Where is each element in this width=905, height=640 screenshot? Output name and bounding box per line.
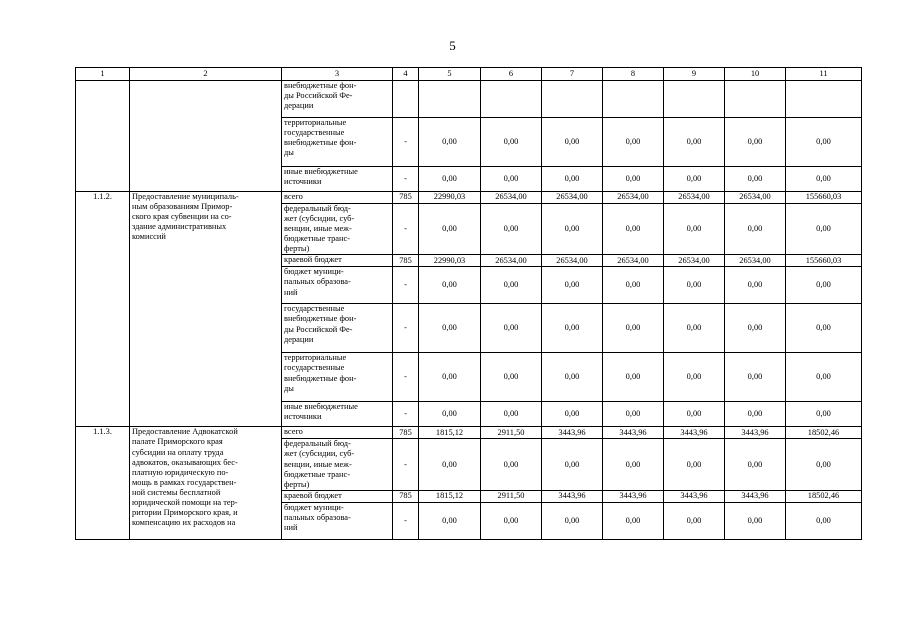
value-cell: 0,00 [725,167,786,192]
value-cell: 0,00 [481,439,542,490]
value-cell [786,81,862,118]
value-cell: 0,00 [786,502,862,539]
value-cell: 155660,03 [786,255,862,267]
value-cell: 26534,00 [664,255,725,267]
value-cell: 26534,00 [481,192,542,204]
value-cell: 0,00 [786,118,862,167]
value-cell: 0,00 [419,118,481,167]
value-cell: 0,00 [786,304,862,353]
value-cell: 0,00 [542,402,603,427]
value-cell: 0,00 [481,267,542,304]
funding-source-cell: иные внебюджетные источники [282,402,393,427]
header-cell: 4 [393,68,419,81]
value-cell [725,81,786,118]
value-cell: 0,00 [419,204,481,255]
value-cell: 2911,50 [481,427,542,439]
value-cell: 26534,00 [725,192,786,204]
value-cell: 0,00 [786,439,862,490]
value-cell: 0,00 [725,502,786,539]
value-cell: 1815,12 [419,427,481,439]
value-cell: 22990,03 [419,192,481,204]
value-cell: 22990,03 [419,255,481,267]
code-cell: 785 [393,255,419,267]
value-cell: 0,00 [419,353,481,402]
value-cell: 26534,00 [725,255,786,267]
value-cell: 3443,96 [603,427,664,439]
value-cell: 0,00 [603,304,664,353]
value-cell: 0,00 [481,118,542,167]
header-cell: 10 [725,68,786,81]
value-cell: 0,00 [419,502,481,539]
item-number-cell [76,81,130,192]
funding-source-cell: федеральный бюд- жет (субсидии, суб- венции, иные меж- бюджетные транс- ферты) [282,204,393,255]
item-name-cell: Предоставление муниципаль- ным образованиям Примор- ского края субвенции на со- здание административных комиссий [130,192,282,427]
code-cell: 785 [393,427,419,439]
code-cell: 785 [393,490,419,502]
table-row [76,81,862,118]
value-cell: 0,00 [725,402,786,427]
table-row [76,192,862,204]
code-cell: - [393,439,419,490]
value-cell: 0,00 [664,439,725,490]
code-cell [393,81,419,118]
value-cell: 0,00 [542,439,603,490]
value-cell [419,81,481,118]
value-cell: 0,00 [664,267,725,304]
value-cell: 3443,96 [725,490,786,502]
item-name-cell [130,81,282,192]
value-cell: 26534,00 [603,192,664,204]
funding-source-cell: государственные внебюджетные фон- ды Российской Фе- дерации [282,304,393,353]
value-cell: 0,00 [542,118,603,167]
value-cell: 0,00 [725,439,786,490]
value-cell: 0,00 [664,167,725,192]
value-cell: 0,00 [725,267,786,304]
value-cell: 26534,00 [603,255,664,267]
value-cell: 0,00 [542,502,603,539]
funding-source-cell: территориальные государственные внебюджетные фон- ды [282,353,393,402]
code-cell: - [393,167,419,192]
value-cell: 0,00 [786,402,862,427]
value-cell: 0,00 [542,267,603,304]
funding-source-cell: внебюджетные фон- ды Российской Фе- дерации [282,81,393,118]
header-cell: 2 [130,68,282,81]
value-cell: 26534,00 [542,255,603,267]
page-number: 5 [449,38,456,53]
value-cell: 0,00 [664,204,725,255]
value-cell: 0,00 [664,502,725,539]
funding-source-cell: всего [282,192,393,204]
funding-source-cell: бюджет муници- пальных образова- ний [282,267,393,304]
value-cell: 0,00 [664,353,725,402]
header-cell: 7 [542,68,603,81]
code-cell: - [393,304,419,353]
funding-source-cell: федеральный бюд- жет (субсидии, суб- венции, иные меж- бюджетные транс- ферты) [282,439,393,490]
value-cell: 2911,50 [481,490,542,502]
value-cell: 26534,00 [481,255,542,267]
value-cell: 0,00 [481,353,542,402]
header-row [76,68,862,81]
value-cell: 0,00 [419,439,481,490]
value-cell: 0,00 [725,304,786,353]
value-cell [481,81,542,118]
code-cell: - [393,267,419,304]
value-cell: 0,00 [725,118,786,167]
value-cell: 0,00 [542,167,603,192]
value-cell: 0,00 [603,267,664,304]
value-cell: 0,00 [481,402,542,427]
header-cell: 3 [282,68,393,81]
value-cell: 0,00 [419,167,481,192]
header-cell: 9 [664,68,725,81]
value-cell: 0,00 [786,167,862,192]
value-cell: 0,00 [664,304,725,353]
value-cell: 0,00 [603,402,664,427]
funding-source-cell: иные внебюджетные источники [282,167,393,192]
value-cell: 18502,46 [786,490,862,502]
code-cell: - [393,118,419,167]
value-cell: 0,00 [419,304,481,353]
value-cell: 3443,96 [664,490,725,502]
value-cell: 3443,96 [664,427,725,439]
value-cell: 0,00 [603,353,664,402]
value-cell: 0,00 [481,502,542,539]
value-cell: 0,00 [481,204,542,255]
value-cell: 0,00 [542,304,603,353]
header-cell: 11 [786,68,862,81]
value-cell [603,81,664,118]
value-cell: 3443,96 [725,427,786,439]
value-cell: 26534,00 [542,192,603,204]
code-cell: - [393,402,419,427]
value-cell: 3443,96 [603,490,664,502]
value-cell: 3443,96 [542,427,603,439]
value-cell: 0,00 [725,353,786,402]
value-cell: 0,00 [664,118,725,167]
funding-source-cell: территориальные государственные внебюджетные фон- ды [282,118,393,167]
value-cell: 155660,03 [786,192,862,204]
item-number-cell: 1.1.3. [76,427,130,539]
value-cell: 0,00 [542,353,603,402]
value-cell: 0,00 [603,439,664,490]
value-cell: 0,00 [481,167,542,192]
value-cell: 0,00 [786,353,862,402]
funding-source-cell: краевой бюджет [282,255,393,267]
value-cell: 0,00 [725,204,786,255]
value-cell: 26534,00 [664,192,725,204]
funding-source-cell: всего [282,427,393,439]
value-cell: 0,00 [603,204,664,255]
value-cell: 0,00 [603,167,664,192]
code-cell: - [393,353,419,402]
item-name-cell: Предоставление Адвокатской палате Приморского края субсидии на оплату труда адвокатов, оказывающих бес- платную юридическую по- мощь в рамках государствен- ной системы бесплатной юридической помощи на тер- ритории Приморского края, и компенсацию их расходов на [130,427,282,539]
code-cell: - [393,502,419,539]
value-cell: 0,00 [786,204,862,255]
value-cell: 0,00 [664,402,725,427]
header-cell: 8 [603,68,664,81]
code-cell: 785 [393,192,419,204]
header-cell: 5 [419,68,481,81]
item-number-cell: 1.1.2. [76,192,130,427]
value-cell: 0,00 [542,204,603,255]
value-cell: 0,00 [786,267,862,304]
funding-source-cell: бюджет муници- пальных образова- ний [282,502,393,539]
code-cell: - [393,204,419,255]
funding-source-cell: краевой бюджет [282,490,393,502]
value-cell: 0,00 [603,118,664,167]
budget-table [75,67,862,540]
value-cell: 0,00 [419,267,481,304]
value-cell: 3443,96 [542,490,603,502]
value-cell [664,81,725,118]
value-cell: 0,00 [603,502,664,539]
value-cell [542,81,603,118]
header-cell: 6 [481,68,542,81]
value-cell: 0,00 [481,304,542,353]
value-cell: 0,00 [419,402,481,427]
value-cell: 18502,46 [786,427,862,439]
table-row [76,427,862,439]
value-cell: 1815,12 [419,490,481,502]
header-cell: 1 [76,68,130,81]
